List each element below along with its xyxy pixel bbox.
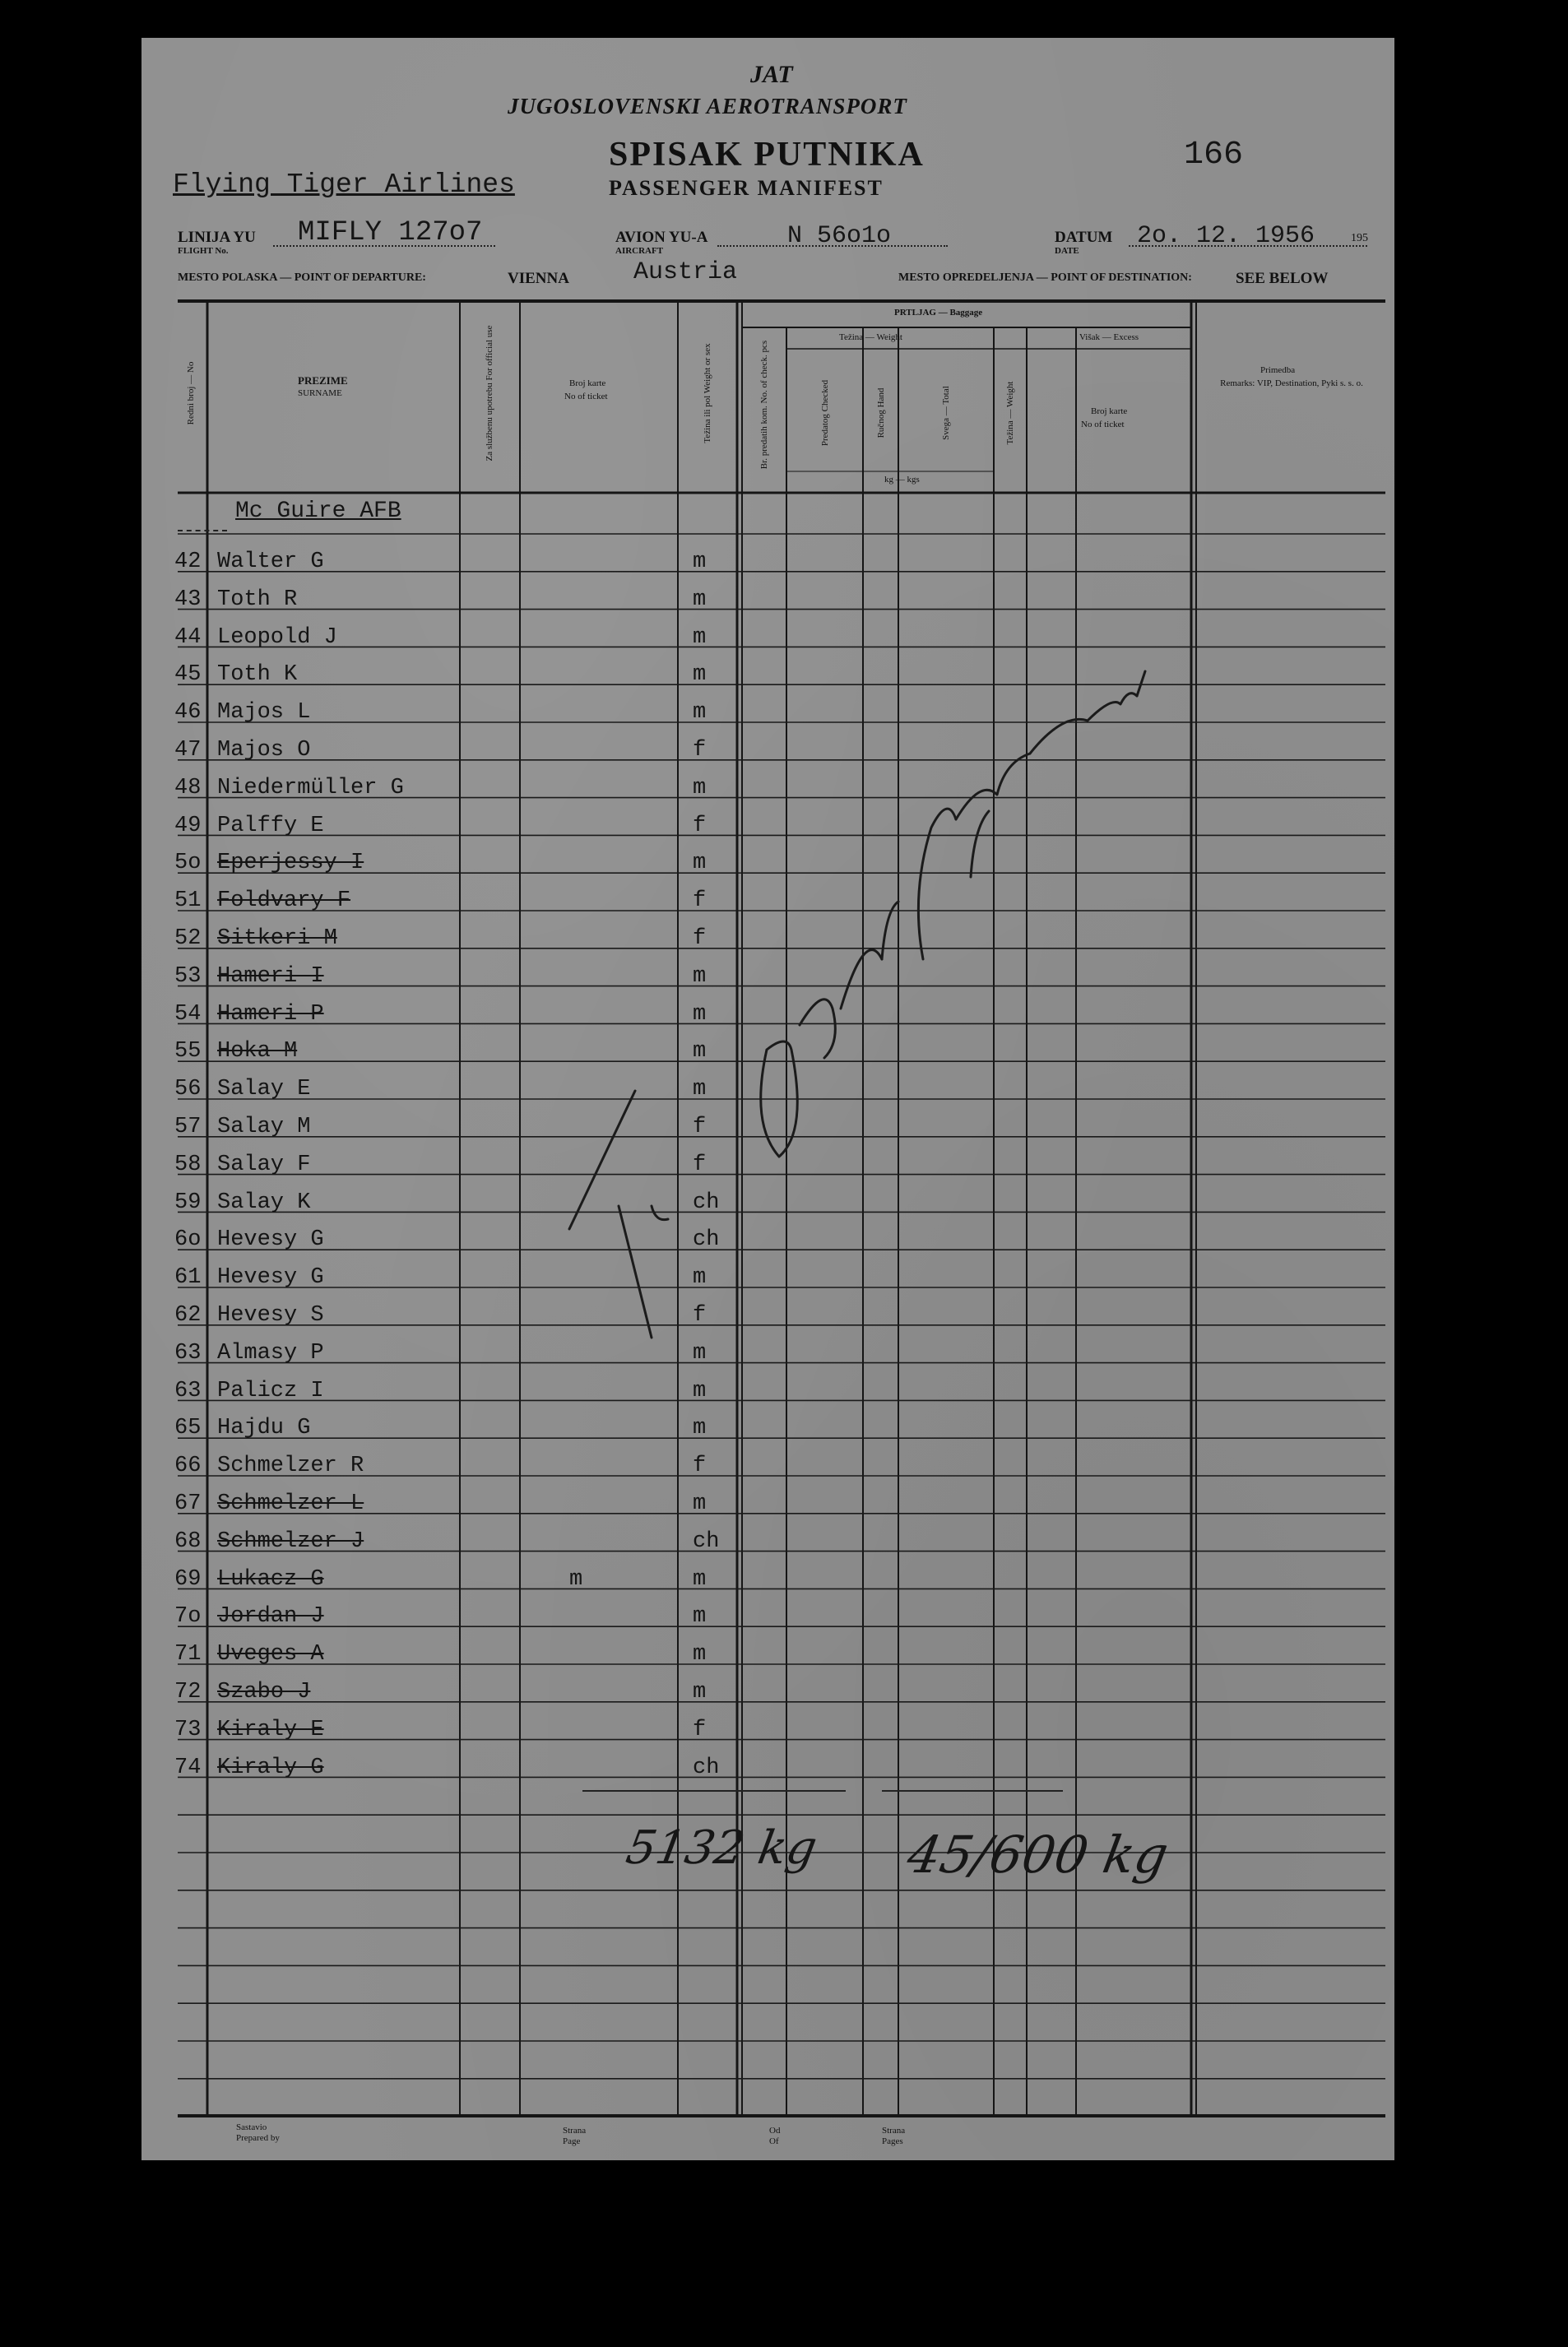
col-remarks-local: Primedba — [1260, 365, 1296, 375]
col-weight: Težina — Weight — [839, 332, 902, 342]
passenger-sex: f — [693, 926, 707, 951]
passenger-sex: m — [693, 1340, 707, 1366]
footer-pages-local: Strana — [882, 2126, 906, 2136]
passenger-sex: m — [693, 1604, 707, 1630]
passenger-name: Majos L — [217, 700, 311, 726]
row-number: 44 — [174, 624, 202, 650]
col-excess-ticket-en: No of ticket — [1081, 420, 1125, 429]
total-baggage-text: 45/600 kg — [902, 1825, 1173, 1885]
col-kg: kg — kgs — [884, 475, 920, 485]
passenger-sex: f — [693, 1115, 707, 1139]
row-number: 43 — [174, 587, 202, 612]
passenger-name: Schmelzer R — [217, 1454, 364, 1479]
footer-of-local: Od — [769, 2126, 781, 2136]
passenger-name: Toth R — [217, 587, 298, 612]
row-number: 45 — [174, 662, 202, 688]
flight-label: LINIJA YU — [178, 229, 256, 246]
passenger-name: Jordan J — [217, 1604, 324, 1630]
company-short: JAT — [750, 61, 793, 88]
row-number: 47 — [174, 738, 202, 763]
col-ticket-local: Broj karte — [569, 378, 606, 388]
row-number: 72 — [174, 1680, 202, 1705]
col-excess-ticket-local: Broj karte — [1091, 406, 1128, 416]
manifest-sheet — [141, 38, 1394, 2160]
passenger-sex: ch — [693, 1755, 720, 1780]
passenger-sex: m — [693, 1642, 707, 1667]
total-weight-text: 5132 kg — [622, 1821, 821, 1875]
passenger-name: Uveges A — [217, 1642, 324, 1667]
row-number: 52 — [174, 926, 202, 951]
passenger-sex: ch — [693, 1227, 720, 1253]
footer-prepared-local: Sastavio — [236, 2122, 267, 2132]
passenger-name: Leopold J — [217, 624, 337, 650]
row-number: 67 — [174, 1491, 202, 1516]
passenger-name: Almasy P — [217, 1340, 324, 1366]
row-number: 53 — [174, 963, 202, 989]
flight-value: MIFLY 127o7 — [298, 217, 483, 248]
aircraft-value: N 56o1o — [787, 222, 892, 250]
row-number: 57 — [174, 1115, 202, 1139]
row-number: 54 — [174, 1001, 202, 1027]
company-full: JUGOSLOVENSKI AEROTRANSPORT — [508, 94, 907, 118]
footer-prepared-en: Prepared by — [236, 2133, 280, 2143]
passenger-sex: f — [693, 1454, 707, 1479]
footer-pages-en: Pages — [882, 2136, 903, 2146]
passenger-sex: m — [693, 662, 707, 688]
passenger-sex: m — [693, 550, 707, 574]
date-label-en: DATE — [1055, 246, 1079, 256]
row-number: 68 — [174, 1528, 202, 1554]
row-number: 71 — [174, 1642, 202, 1667]
destination-value: SEE BELOW — [1236, 270, 1329, 287]
passenger-sex: f — [693, 1303, 707, 1328]
passenger-sex: m — [693, 775, 707, 800]
passenger-sex: m — [693, 851, 707, 876]
flight-label-en: FLIGHT No. — [178, 246, 229, 256]
row-number: 56 — [174, 1077, 202, 1102]
passenger-sex: m — [693, 1680, 707, 1705]
passenger-sex: f — [693, 738, 707, 763]
passenger-sex: m — [693, 1001, 707, 1027]
col-surname-en: SURNAME — [298, 388, 342, 398]
passenger-name: Walter G — [217, 550, 324, 574]
col-baggage: PRTLJAG — Baggage — [894, 308, 983, 318]
passenger-name: Schmelzer J — [217, 1528, 364, 1554]
title-en: PASSENGER MANIFEST — [609, 176, 884, 200]
destination-label: MESTO OPREDELJENJA — POINT OF DESTINATION: — [898, 271, 1192, 284]
row-number: 51 — [174, 888, 202, 914]
departure-country: Austria — [633, 258, 738, 286]
footer-page-en: Page — [563, 2136, 581, 2146]
passenger-name: Szabo J — [217, 1680, 311, 1705]
page-number: 166 — [1184, 137, 1244, 174]
row-number: 48 — [174, 775, 202, 800]
footer-of-en: Of — [769, 2136, 779, 2146]
row-number: 66 — [174, 1454, 202, 1479]
passenger-name: Kiraly E — [217, 1717, 324, 1742]
col-hand: Ručnog Hand — [876, 387, 886, 438]
passenger-name: Hameri I — [217, 963, 324, 989]
row-number: 74 — [174, 1755, 202, 1780]
passenger-name: Hevesy S — [217, 1303, 324, 1328]
row-number: 62 — [174, 1303, 202, 1328]
passenger-name: Salay F — [217, 1152, 311, 1177]
passenger-name: Toth K — [217, 662, 298, 688]
col-excess-weight: Težina — Weight — [1005, 381, 1015, 445]
passenger-sex: m — [693, 1039, 707, 1064]
passenger-sex: f — [693, 888, 707, 914]
ticket-mark: m — [569, 1566, 583, 1592]
passenger-name: Hevesy G — [217, 1227, 324, 1253]
passenger-name: Palffy E — [217, 813, 324, 838]
passenger-name: Hoka M — [217, 1039, 298, 1064]
row-number: 46 — [174, 700, 202, 726]
passenger-sex: f — [693, 1717, 707, 1742]
passenger-name: Salay E — [217, 1077, 311, 1102]
passenger-sex: m — [693, 624, 707, 650]
row-number: 7o — [174, 1604, 202, 1630]
row-number: 69 — [174, 1566, 202, 1592]
passenger-name: Hevesy G — [217, 1265, 324, 1291]
date-suffix: 195 — [1351, 232, 1368, 244]
passenger-sex: f — [693, 813, 707, 838]
passenger-sex: m — [693, 1265, 707, 1291]
col-excess: Višak — Excess — [1079, 332, 1139, 342]
col-ticket-en: No of ticket — [564, 392, 608, 401]
col-surname-local: PREZIME — [298, 374, 348, 387]
passenger-sex: m — [693, 1378, 707, 1403]
title-local: SPISAK PUTNIKA — [609, 136, 925, 174]
col-checked: Predatog Checked — [820, 379, 830, 447]
passenger-name: Palicz I — [217, 1378, 324, 1403]
departure-label: MESTO POLASKA — POINT OF DEPARTURE: — [178, 271, 426, 284]
passenger-name: Lukacz G — [217, 1566, 324, 1592]
col-checked-pcs: Br. predatih kom. No. of check. pcs — [759, 340, 769, 470]
passenger-name: Salay K — [217, 1190, 311, 1215]
total-weight — [622, 1821, 821, 1875]
col-official-use: Za službenu upotrebu For official use — [485, 325, 494, 462]
total-baggage — [903, 1825, 1173, 1885]
passenger-name: Kiraly G — [217, 1755, 324, 1780]
row-number: 61 — [174, 1265, 202, 1291]
row-number: 49 — [174, 813, 202, 838]
passenger-name: Sitkeri M — [217, 926, 337, 951]
passenger-name: Foldvary F — [217, 888, 351, 914]
date-value: 2o. 12. 1956 — [1137, 222, 1315, 250]
row-number: 63 — [174, 1340, 202, 1366]
passenger-sex: f — [693, 1152, 707, 1177]
row-number: 55 — [174, 1039, 202, 1064]
passenger-sex: m — [693, 1077, 707, 1102]
passenger-name: Eperjessy I — [217, 851, 364, 876]
aircraft-label: AVION YU-A — [615, 229, 708, 246]
row-number: 42 — [174, 550, 202, 574]
passenger-name: Hameri P — [217, 1001, 324, 1027]
passenger-name: Schmelzer L — [217, 1491, 364, 1516]
row-number: 58 — [174, 1152, 202, 1177]
passenger-name: Majos O — [217, 738, 311, 763]
passenger-name: Salay M — [217, 1115, 311, 1139]
row-number: 59 — [174, 1190, 202, 1215]
row-number: 6o — [174, 1227, 202, 1253]
row-number: 65 — [174, 1416, 202, 1441]
passenger-name: Niedermüller G — [217, 775, 404, 800]
aircraft-label-en: AIRCRAFT — [615, 246, 664, 256]
departure-value: VIENNA — [508, 270, 569, 287]
footer-page-local: Strana — [563, 2126, 587, 2136]
row-number: 63 — [174, 1378, 202, 1403]
passenger-sex: m — [693, 1416, 707, 1441]
col-row-no: Redni broj — No — [186, 361, 196, 425]
airline-name: Flying Tiger Airlines — [173, 169, 515, 200]
col-total: Svega — Total — [941, 386, 951, 440]
row-number: 5o — [174, 851, 202, 876]
date-label: DATUM — [1055, 229, 1113, 246]
destination-note: Mc Guire AFB — [235, 499, 401, 524]
passenger-sex: m — [693, 963, 707, 989]
passenger-sex: ch — [693, 1190, 720, 1215]
col-remarks-en: Remarks: VIP, Destination, Pyki s. s. o. — [1220, 378, 1363, 388]
col-weight-sex: Težina ili pol Weight or sex — [703, 343, 712, 443]
row-number: 73 — [174, 1717, 202, 1742]
passenger-sex: m — [693, 1491, 707, 1516]
passenger-sex: m — [693, 1566, 707, 1592]
passenger-sex: m — [693, 587, 707, 612]
passenger-sex: m — [693, 700, 707, 726]
passenger-name: Hajdu G — [217, 1416, 311, 1441]
passenger-sex: ch — [693, 1528, 720, 1554]
